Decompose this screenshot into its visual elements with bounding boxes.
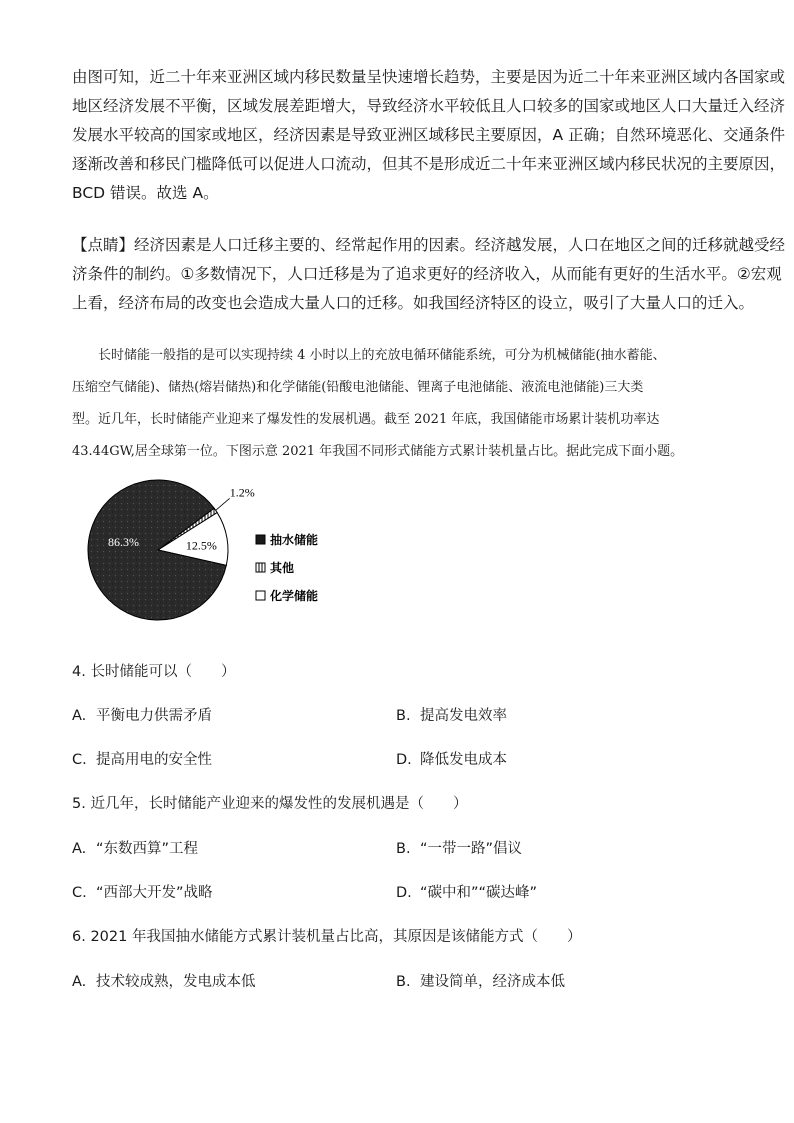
question-5-stem: 5. 近几年，长时储能产业迎来的爆发性的发展机遇是（ ） — [72, 796, 468, 812]
question-4-option-b[interactable] — [396, 706, 507, 726]
text-line: 【点睛】经济因素是人口迁移主要的、经常起作用的因素。经济越发展，人口在地区之间的迁移就越受经 — [72, 236, 786, 254]
option-text: 提高发电效率 — [420, 708, 507, 724]
question-5-option-d[interactable] — [396, 883, 537, 903]
option-text: 降低发电成本 — [420, 752, 507, 768]
option-label: A. — [72, 974, 87, 990]
legend-swatch-2 — [256, 591, 265, 600]
question-4-option-c[interactable] — [72, 750, 212, 770]
text-line: 43.44GW,居全球第一位。下图示意 2021 年我国不同形式储能方式累计装机量占比。据此完成下面小题。 — [72, 444, 684, 459]
legend-label-0: 抽水储能 — [270, 533, 319, 547]
question-4-option-d[interactable] — [396, 750, 507, 770]
option-label: C. — [72, 885, 87, 901]
option-text: “西部大开发”战略 — [96, 885, 213, 901]
legend-swatch-1 — [256, 563, 265, 572]
option-text: 建设简单，经济成本低 — [420, 974, 565, 990]
analysis-paragraph — [72, 63, 786, 208]
question-6-stem: 6. 2021 年我国抽水储能方式累计装机量占比高，其原因是该储能方式（ ） — [72, 929, 582, 945]
pie-chart — [84, 478, 364, 628]
option-text: 技术较成熟，发电成本低 — [96, 974, 256, 990]
text-line: BCD 错误。故选 A。 — [72, 184, 219, 202]
text-line: 上看，经济布局的改变也会造成大量人口的迁移。如我国经济特区的设立，吸引了大量人口的迁入。 — [72, 294, 755, 312]
question-5-option-c[interactable] — [72, 883, 213, 903]
question-6-option-a[interactable] — [72, 972, 256, 992]
option-label: B. — [396, 841, 411, 857]
option-label: A. — [72, 708, 87, 724]
material-paragraph — [72, 340, 724, 468]
pie-label-1: 1.2% — [229, 485, 255, 500]
text-line: 逐渐改善和移民门槛降低可以促进人口流动，但其不是形成近二十年来亚洲区域内移民状况的主要原因， — [72, 155, 786, 173]
option-label: A. — [72, 841, 87, 857]
text-line: 地区经济发展不平衡，区域发展差距增大，导致经济水平较低且人口较多的国家或地区人口大量迁入经济 — [72, 97, 786, 115]
text-line: 型。近几年，长时储能产业迎来了爆发性的发展机遇。截至 2021 年底，我国储能市场累计装机功率达 — [72, 412, 660, 427]
legend-swatch-0 — [256, 535, 265, 544]
text-line: 发展水平较高的国家或地区，经济因素是导致亚洲区域移民主要原因，A 正确；自然环境恶化、交通条件 — [72, 126, 786, 144]
text-line: 济条件的制约。①多数情况下，人口迁移是为了追求更好的经济收入，从而能有更好的生活水平。②宏观 — [72, 265, 782, 283]
option-text: “一带一路”倡议 — [420, 841, 523, 857]
text-line: 由图可知，近二十年来亚洲区域内移民数量呈快速增长趋势，主要是因为近二十年来亚洲区域内各国家或 — [72, 68, 786, 86]
option-label: D. — [396, 885, 412, 901]
text-line: 压缩空气储能)、储热(熔岩储热)和化学储能(铅酸电池储能、锂离子电池储能、液流电池储能)三大类 — [72, 380, 644, 395]
legend-label-1: 其他 — [270, 561, 295, 575]
legend-label-2: 化学储能 — [270, 589, 319, 603]
text-line: 长时储能一般指的是可以实现持续 4 小时以上的充放电循环储能系统，可分为机械储能(抽水蓄能、 — [98, 348, 666, 363]
pie-chart-figure — [84, 478, 364, 628]
option-label: C. — [72, 752, 87, 768]
question-5-option-a[interactable] — [72, 839, 198, 859]
pie-leader-line — [216, 498, 230, 510]
option-text: “东数西算”工程 — [96, 841, 199, 857]
pie-label-2: 12.5% — [185, 538, 217, 553]
question-6-option-b[interactable] — [396, 972, 565, 992]
option-label: B. — [396, 708, 411, 724]
option-text: “碳中和”“碳达峰” — [420, 885, 538, 901]
option-text: 平衡电力供需矛盾 — [96, 708, 212, 724]
question-4-option-a[interactable] — [72, 706, 212, 726]
question-4-stem: 4. 长时储能可以（ ） — [72, 664, 236, 680]
comment-paragraph — [72, 231, 786, 318]
option-text: 提高用电的安全性 — [96, 752, 212, 768]
option-label: B. — [396, 974, 411, 990]
option-label: D. — [396, 752, 412, 768]
question-5-option-b[interactable] — [396, 839, 522, 859]
pie-label-0: 86.3% — [108, 535, 139, 549]
